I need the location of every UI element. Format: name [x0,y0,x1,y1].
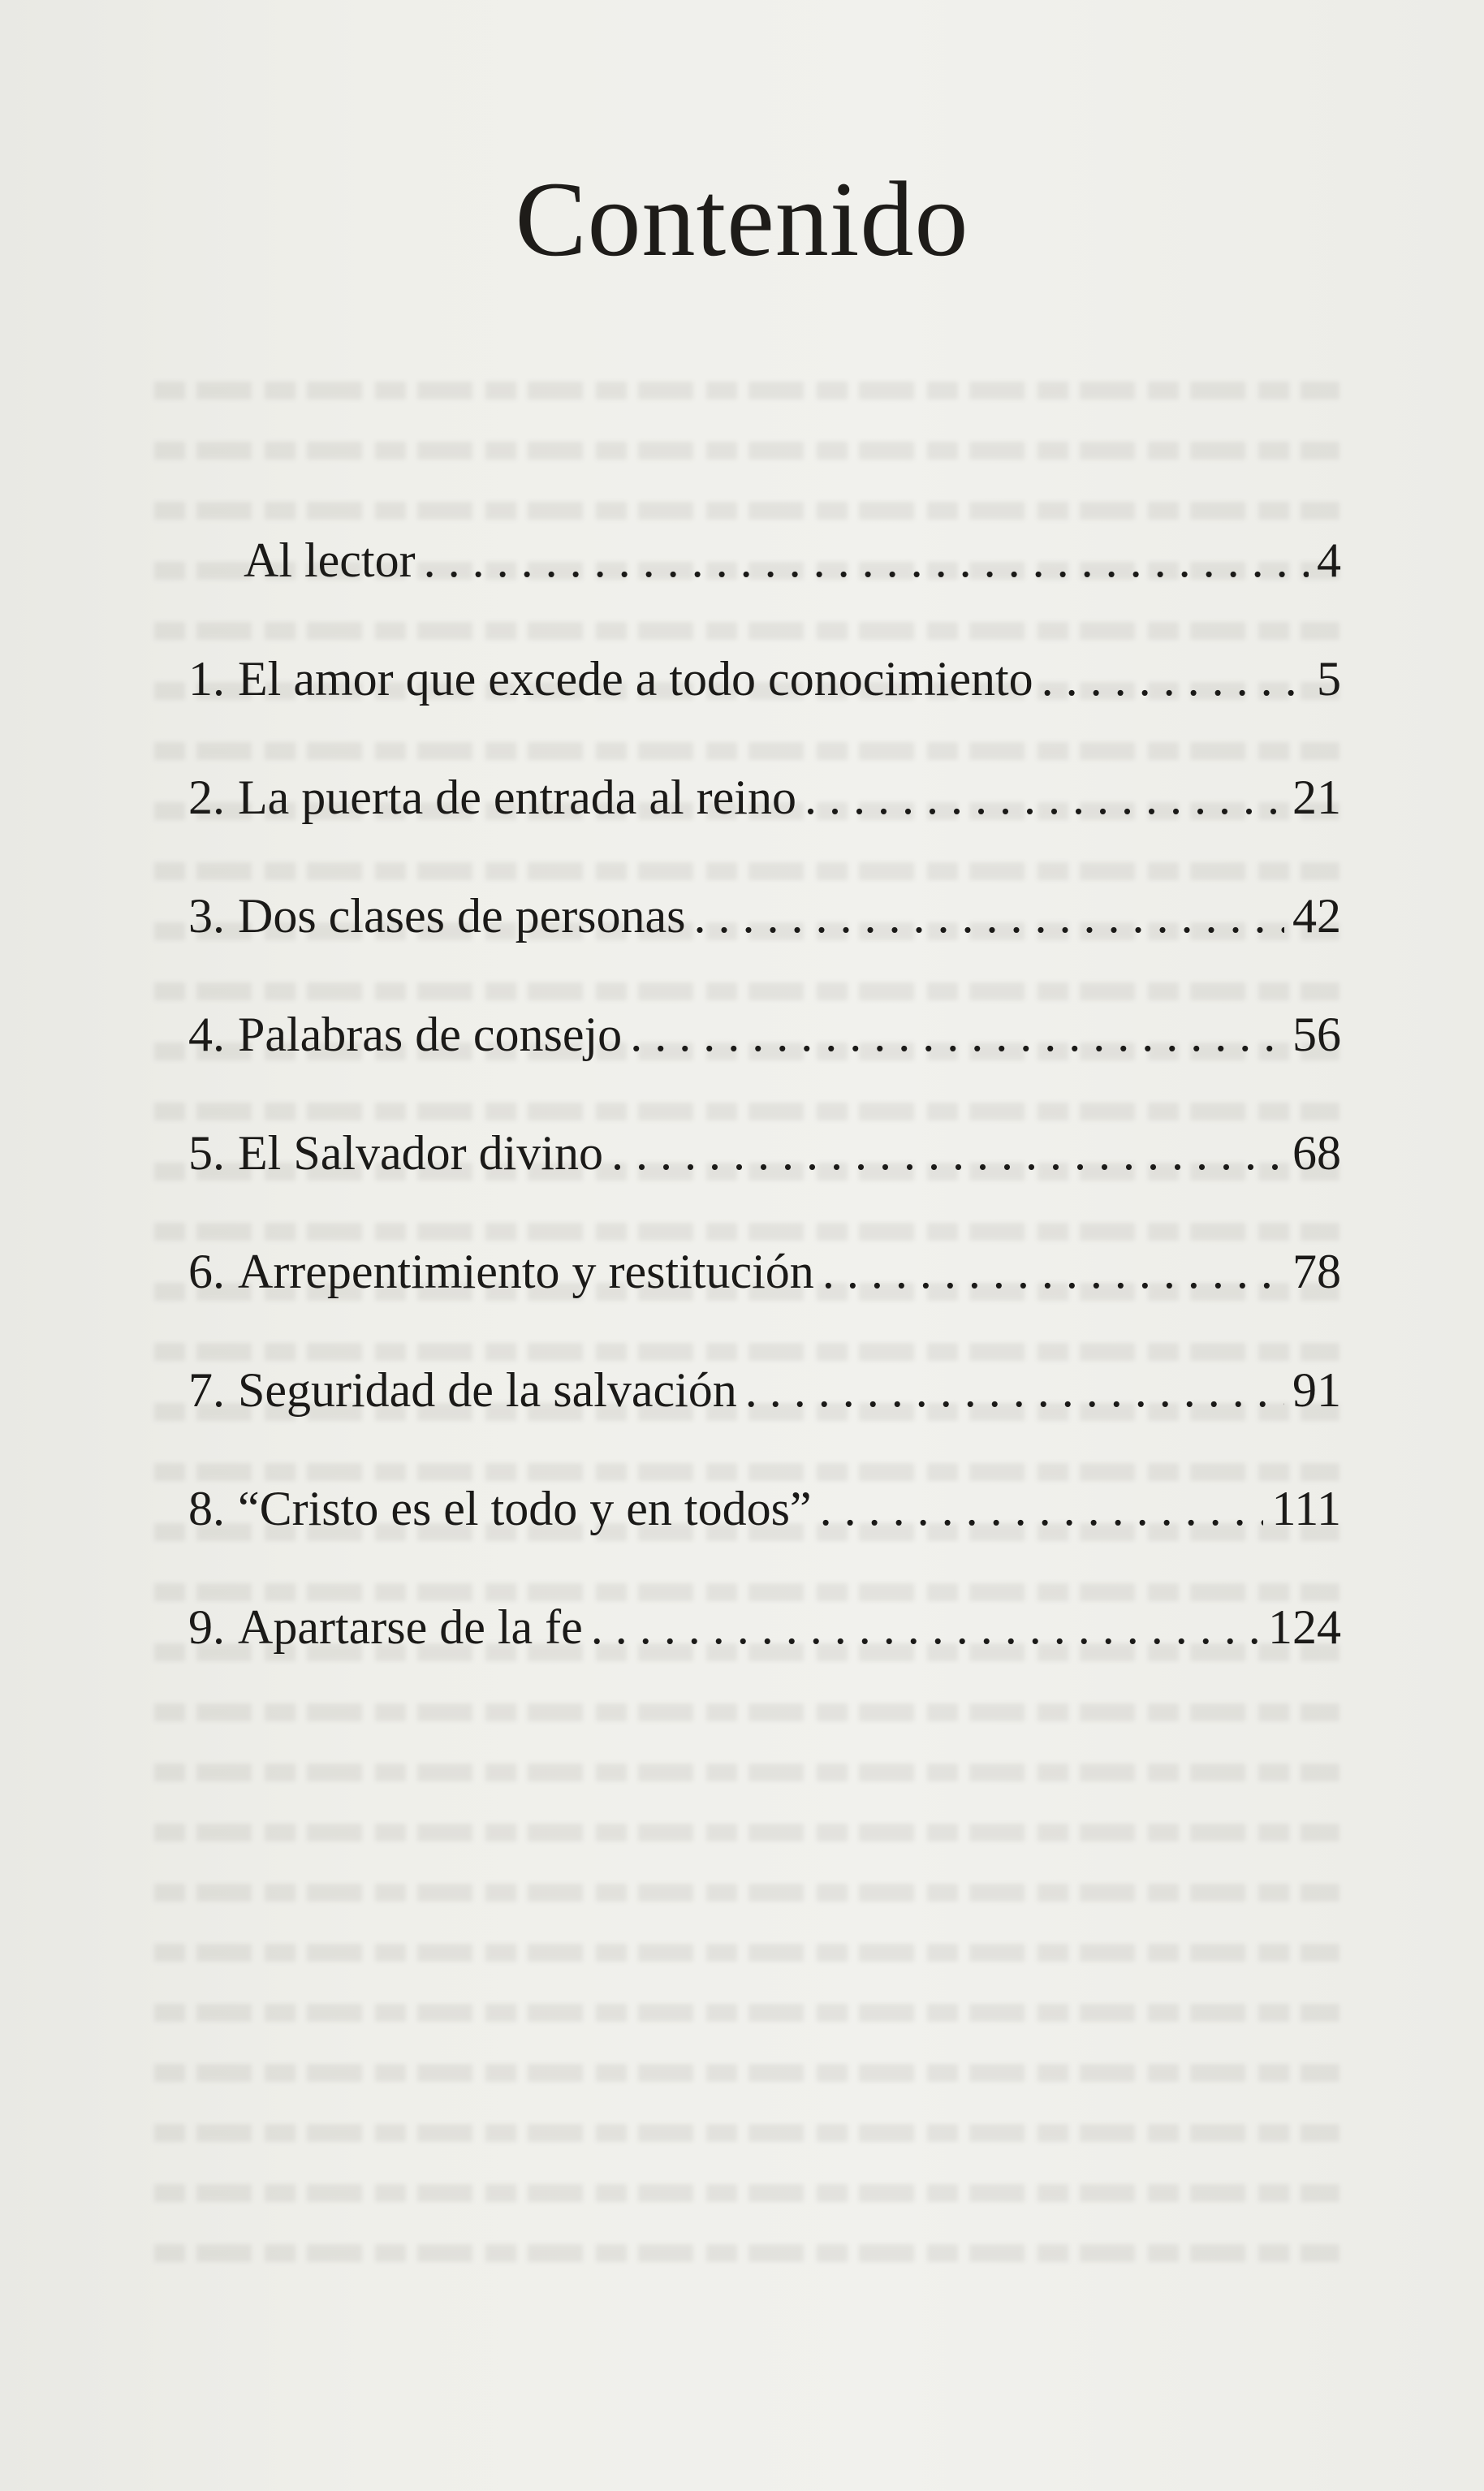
page-title: Contenido [515,159,969,278]
toc-entry-label: Palabras de consejo [238,1008,623,1061]
table-of-contents [188,528,1341,1713]
toc-entry-page: 68 [1292,1126,1341,1180]
toc-entry-page: 5 [1317,652,1341,706]
toc-entry-number: 1. [188,652,225,706]
toc-entry-label: Apartarse de la fe [238,1600,583,1654]
toc-entry-page: 91 [1292,1363,1341,1417]
toc-entry [188,1120,1341,1239]
toc-entry-label: Al lector [244,533,416,587]
toc-entry-number: 4. [188,1008,225,1061]
dot-leader [805,765,1284,830]
toc-entry-number: 5. [188,1126,225,1180]
toc-entry-label: Dos clases de personas [238,889,686,943]
toc-entry [188,765,1341,883]
toc-entry-number: 2. [188,771,225,824]
dot-leader [822,1239,1284,1304]
dot-leader [424,528,1309,593]
toc-entry-page: 124 [1268,1600,1341,1654]
toc-entry [188,1476,1341,1595]
dot-leader [591,1595,1260,1660]
toc-entry-number: 7. [188,1363,225,1417]
toc-entry-number: 6. [188,1245,225,1298]
dot-leader [1042,646,1309,711]
dot-leader [611,1120,1284,1185]
toc-entry [188,1595,1341,1713]
toc-entry-label: El amor que excede a todo conocimiento [238,652,1033,706]
dot-leader [820,1476,1264,1541]
toc-entry-page: 4 [1317,533,1341,587]
toc-entry-label: Arrepentimiento y restitución [238,1245,814,1298]
toc-entry-page: 111 [1271,1482,1341,1535]
toc-entry-label: “Cristo es el todo y en todos” [238,1482,812,1535]
toc-entry-label: Seguridad de la salvación [238,1363,737,1417]
toc-entry-label: La puerta de entrada al reino [238,771,796,824]
toc-entry [188,1239,1341,1358]
dot-leader [694,883,1284,948]
toc-entry-number: 3. [188,889,225,943]
dot-leader [630,1002,1284,1067]
toc-entry-page: 21 [1292,771,1341,824]
toc-entry-number: 8. [188,1482,225,1535]
dot-leader [745,1358,1284,1423]
toc-entry [188,528,1341,646]
toc-entry-page: 78 [1292,1245,1341,1298]
toc-entry [188,883,1341,1002]
toc-entry-page: 56 [1292,1008,1341,1061]
toc-entry-label: El Salvador divino [238,1126,603,1180]
toc-entry [188,1002,1341,1120]
toc-entry-page: 42 [1292,889,1341,943]
toc-entry [188,1358,1341,1476]
toc-entry [188,646,1341,765]
toc-entry-number: 9. [188,1600,225,1654]
